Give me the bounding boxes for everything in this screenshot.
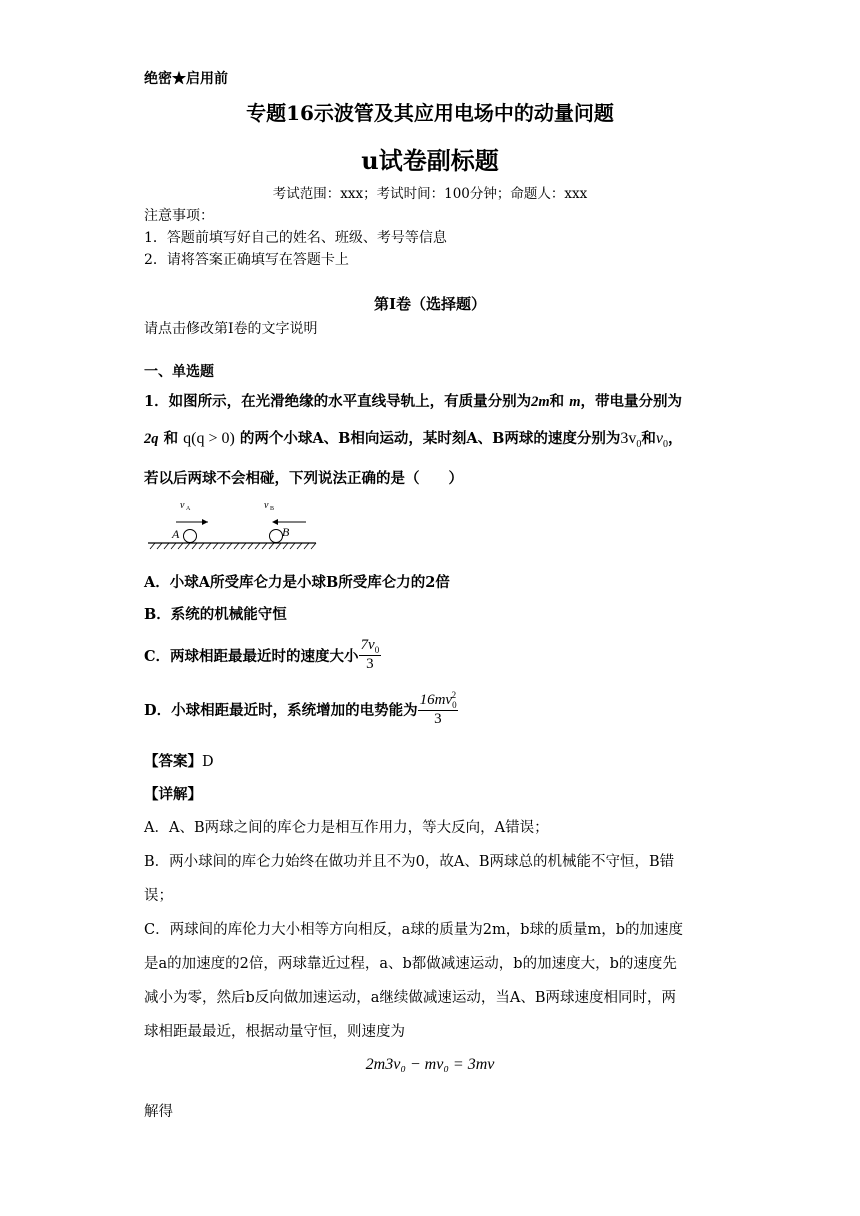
vb-label: v — [264, 500, 269, 511]
section-title: 第I卷（选择题） — [373, 295, 487, 313]
momentum-equation: 2m3v₀ − mv₀ = 3mv — [365, 1056, 495, 1073]
part-heading: 一、单选题 — [144, 364, 214, 380]
detail-b-line2: 误； — [144, 888, 173, 904]
notes-item: 1．答题前填写好自己的姓名、班级、考号等信息 — [144, 230, 447, 246]
track-figure — [144, 496, 324, 556]
va-sub: A — [186, 506, 191, 512]
section-desc: 请点击修改第I卷的文字说明 — [144, 321, 318, 337]
option-d-fraction: $\frac{16mv_0^2}{3}$ — [419, 690, 457, 727]
detail-c-line1: C．两球间的库伦力大小相等方向相反，a球的质量为2m，b球的质量m，b的加速度 — [144, 922, 684, 938]
exam-info: 考试范围：xxx；考试时间：100分钟；命题人：xxx — [272, 186, 588, 202]
question-stem-line1: 1．如图所示，在光滑绝缘的水平直线导轨上，有质量分别为2m和 m，带电量分别为 — [144, 393, 682, 410]
charge-expression: q(q > 0) — [183, 430, 235, 447]
ball-b — [270, 530, 283, 543]
notes-heading: 注意事项： — [144, 208, 214, 224]
solve-label: 解得 — [144, 1104, 173, 1120]
option-d: D．小球相距最近时，系统增加的电势能为 $\frac{16mv_0^2}{3}$ — [144, 690, 457, 727]
option-b: B．系统的机械能守恒 — [144, 606, 287, 623]
answer-line: 【答案】D — [144, 753, 214, 770]
vb-sub: B — [270, 506, 275, 512]
page-subtitle: u试卷副标题 — [361, 146, 499, 175]
page-title: 专题16示波管及其应用电场中的动量问题 — [246, 101, 614, 125]
option-c: C．两球相距最最近时的速度大小 $\frac{7v_0}{3}$ — [144, 637, 380, 672]
question-stem-line3: 若以后两球不会相碰，下列说法正确的是（ ） — [144, 470, 463, 487]
option-c-fraction: $\frac{7v_0}{3}$ — [360, 637, 380, 672]
detail-a: A．A、B两球之间的库仑力是相互作用力，等大反向，A错误； — [144, 820, 549, 836]
secret-label: 绝密★启用前 — [144, 71, 228, 87]
va-label: v — [180, 500, 185, 511]
option-a: A．小球A所受库仑力是小球B所受库仑力的2倍 — [144, 574, 450, 591]
notes-item: 2．请将答案正确填写在答题卡上 — [144, 252, 349, 268]
va-arrowhead — [202, 519, 208, 525]
question-stem-line2: 2q 和 q(q > 0) 的两个小球A、B相向运动，某时刻A、B两球的速度分别为$3v_0$和$v_0$， — [144, 430, 683, 451]
detail-c-line2: 是a的加速度的2倍，两球靠近过程，a、b都做减速运动，b的加速度大，b的速度先 — [144, 956, 677, 972]
detail-b-line1: B．两小球间的库仑力始终在做功并且不为0，故A、B两球总的机械能不守恒，B错 — [144, 854, 675, 870]
ball-a-label: A — [172, 527, 180, 541]
ball-a — [184, 530, 197, 543]
detail-label: 【详解】 — [144, 786, 202, 803]
detail-c-line3: 减小为零，然后b反向做加速运动，a继续做减速运动，当A、B两球速度相同时，两 — [144, 990, 677, 1006]
vb-arrowhead — [272, 519, 278, 525]
ball-b-label: B — [282, 525, 290, 539]
track-hatching — [150, 543, 316, 549]
detail-c-line4: 球相距最最近，根据动量守恒，则速度为 — [144, 1024, 405, 1040]
